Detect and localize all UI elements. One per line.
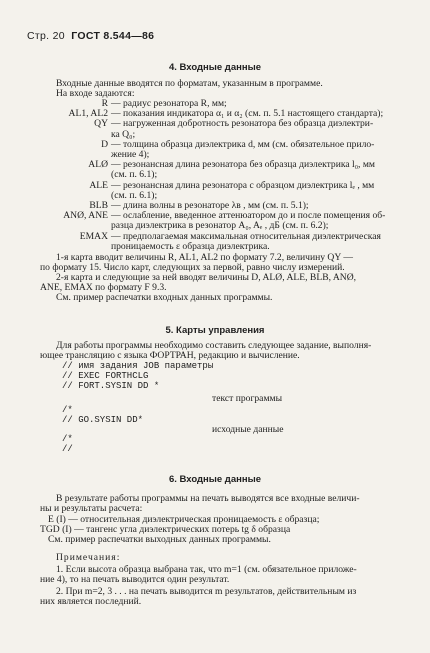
note-2-cont: них является последний. [40,596,142,607]
note-1: 1. Если высота образца выбрана так, что m=1 (см. обязательное приложе- [56,564,357,575]
section-5-para: Для работы программы необходимо составить следующее задание, выполня- [56,340,372,351]
jcl-slash-star-2: /* [62,434,73,444]
standard-code: ГОСТ 8.544—86 [71,30,155,42]
parameter-definition: (см. п. 6.1); [111,189,158,201]
jcl-line-2: // EXEC FORTHCLG [62,371,149,381]
parameter-term: ANØ, ANE [63,210,108,222]
parameter-definition: — показания индикатора α₁ и α₂ (см. п. 5.1 настоящего стандарта); [111,108,384,120]
section-5-para-2: ющее трансляцию с языка ФОРТРАН, редакцию и вычисление. [40,350,300,361]
parameter-definition: (см. п. 6.1); [111,169,158,181]
jcl-double-slash: // [62,444,73,454]
section-4-title: 4. Входные данные [168,62,261,73]
parameter-definition: жение 4); [111,149,150,160]
parameter-term: D [101,138,108,150]
parameter-term: ALØ [88,159,108,171]
parameter-term: R [101,98,108,109]
section-5-title: 5. Карты управления [165,325,265,336]
parameter-definition: — нагруженная добротность резонатора без образца диэлектри- [111,118,374,130]
section-6-title: 6. Входные данные [168,474,261,485]
parameter-definition: — толщина образца диэлектрика d, мм (см. обязательное прило- [111,138,375,150]
jcl-slash-star: /* [62,405,73,415]
section-4-see-example: См. пример распечатки входных данных программы. [56,292,273,303]
section-6-para: В результате работы программы на печать выводятся все входные величи- [56,493,360,504]
parameter-term: ALE [89,179,108,191]
parameter-definition: — ослабление, введенное аттенюатором до и после помещения об- [111,210,386,222]
section-6-para-2: ны и результаты расчета: [40,503,143,514]
jcl-go-sysin: // GO.SYSIN DD* [62,415,144,425]
note-1-cont: ние 4), то на печать выводится один результат. [40,574,230,585]
page-number: Стр. 20 [27,30,65,42]
card-1-text: 1-я карта вводит величины R, AL1, AL2 по формату 7.2, величину QY — [56,252,353,263]
jcl-line-1: // имя задания JOB параметры [62,361,214,371]
parameter-definition: — резонансная длина резонатора без образца диэлектрика l₀, мм [111,159,375,171]
notes-title: Примечания: [56,552,121,563]
card-2-text: 2-я карта и следующие за ней вводят величины D, ALØ, ALE, BLB, ANØ, [56,272,357,283]
jcl-line-3: // FORT.SYSIN DD * [62,381,160,391]
note-2: 2. При m=2, 3 . . . на печать выводится m результатов, действительным из [56,586,357,597]
card-1-text-2: по формату 15. Число карт, следующих за первой, равно числу измерений. [40,262,345,273]
parameter-term: AL1, AL2 [68,108,108,120]
parameter-definition: разца диэлектрика в резонатор A₀, Aₑ , дБ (см. п. 6.2); [111,220,329,232]
parameter-term: EMAX [79,230,108,242]
page-header [27,30,154,42]
section-6-see-example: См. пример распечатки выходных данных программы. [48,534,271,545]
parameter-definition: ка Q₀; [111,128,136,140]
parameter-definition: — радиус резонатора R, мм; [111,98,227,109]
parameter-term: QY [94,118,108,130]
parameter-definition: проницаемость ε образца диэлектрика. [111,240,270,252]
parameter-definition: — предполагаемая максимальная относительная диэлектрическая [111,230,381,242]
input-data-placeholder: исходные данные [212,424,284,435]
section-4-intro: Входные данные вводятся по форматам, указанным в программе. [56,78,323,89]
parameter-definition: — резонансная длина резонатора с образцом диэлектрика lₑ , мм [111,179,375,191]
card-2-text-2: ANE, EMAX по формату F 9.3. [40,282,167,293]
output-e: E (I) — относительная диэлектрическая проницаемость ε образца; [48,514,320,525]
parameter-definition: — длина волны в резонаторе λв , мм (см. п. 5.1); [111,200,309,211]
parameter-term: BLB [89,200,108,211]
section-4-intro-2: На входе задаются: [56,88,135,99]
output-tgd: TGD (I) — тангенс угла диэлектрических потерь tg δ образца [40,524,291,535]
program-text-placeholder: текст программы [212,393,283,404]
